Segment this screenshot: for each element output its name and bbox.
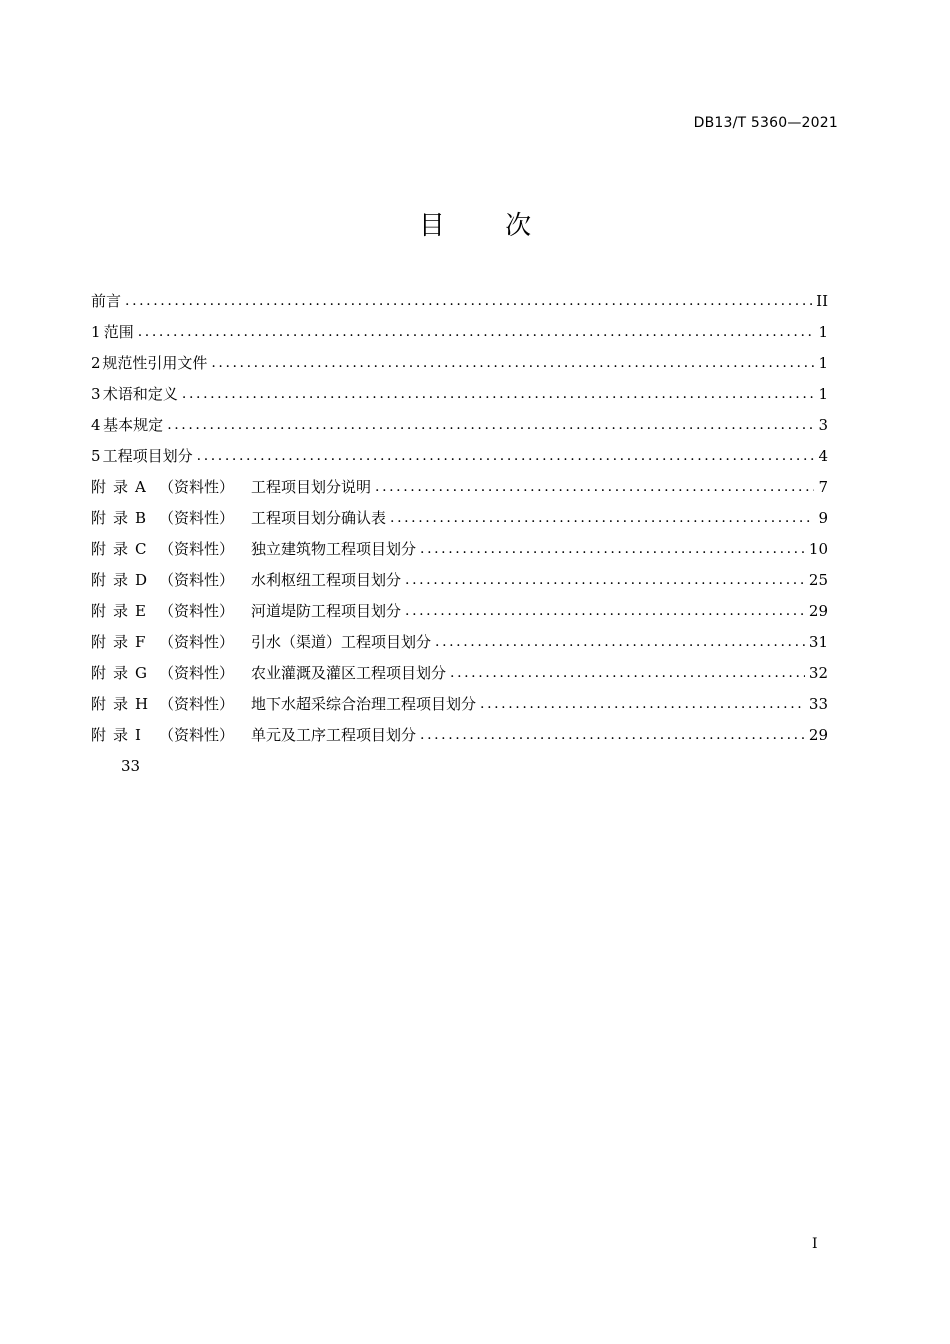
toc-appendix-b[interactable] — [91, 502, 828, 533]
appendix-prefix: 附 录 B （资料性） — [91, 509, 235, 527]
stray-page-number: 33 — [121, 757, 141, 775]
toc-entry-scope[interactable] — [91, 316, 828, 347]
toc-entry-label: 基本规定 — [103, 416, 164, 434]
toc-entry-page: 29 — [808, 725, 828, 744]
toc-entry-page: 32 — [808, 663, 828, 682]
toc-appendix-g[interactable] — [91, 657, 828, 688]
toc-entry-label: 范围 — [103, 323, 134, 341]
toc-entry-page: 10 — [808, 539, 828, 558]
toc-entry-number: 5 — [91, 446, 101, 465]
toc-entry-label: 工程项目划分 — [102, 447, 193, 465]
toc-entry-page: 1 — [818, 322, 828, 341]
toc-entry-label: 地下水超采综合治理工程项目划分 — [251, 695, 477, 713]
toc-appendix-d[interactable] — [91, 564, 828, 595]
toc-appendix-h[interactable] — [91, 688, 828, 719]
toc-leader-dots — [420, 727, 805, 743]
appendix-prefix: 附 录 H （资料性） — [91, 695, 235, 713]
toc-entry-page: 1 — [818, 384, 828, 403]
appendix-prefix: 附 录 A （资料性） — [91, 478, 235, 496]
toc-leader-dots — [450, 665, 805, 681]
toc-appendix-c[interactable] — [91, 533, 828, 564]
toc-entry-page: 9 — [818, 508, 828, 527]
toc-leader-dots — [420, 541, 805, 557]
toc-appendix-e[interactable] — [91, 595, 828, 626]
appendix-prefix: 附 录 G （资料性） — [91, 664, 235, 682]
page-number: I — [812, 1236, 818, 1252]
toc-entry-page: 29 — [808, 601, 828, 620]
toc-entry-label: 术语和定义 — [102, 385, 178, 403]
toc-leader-dots — [390, 510, 814, 526]
toc-entry-label: 农业灌溉及灌区工程项目划分 — [251, 664, 447, 682]
toc-entry-basic-provisions[interactable] — [91, 409, 828, 440]
toc-leader-dots — [435, 634, 805, 650]
toc-leader-dots — [405, 572, 805, 588]
toc-leader-dots — [197, 448, 815, 464]
toc-entry-label: 河道堤防工程项目划分 — [251, 602, 402, 620]
toc-entry-page: 31 — [808, 632, 828, 651]
toc-leader-dots — [138, 324, 815, 340]
toc-entry-label: 引水（渠道）工程项目划分 — [251, 633, 432, 651]
toc-entry-label: 前言 — [91, 292, 122, 310]
toc-entry-page: II — [816, 291, 828, 310]
toc-entry-terms-definitions[interactable] — [91, 378, 828, 409]
table-of-contents — [91, 285, 828, 750]
toc-entry-page: 3 — [818, 415, 828, 434]
appendix-prefix: 附 录 F （资料性） — [91, 633, 235, 651]
toc-entry-label: 单元及工序工程项目划分 — [251, 726, 417, 744]
toc-entry-foreword[interactable] — [91, 285, 828, 316]
toc-entry-label: 规范性引用文件 — [102, 354, 208, 372]
toc-entry-label: 工程项目划分说明 — [251, 478, 372, 496]
toc-entry-page: 33 — [808, 694, 828, 713]
toc-entry-number: 1 — [91, 322, 101, 341]
toc-entry-page: 4 — [818, 446, 828, 465]
toc-entry-label: 工程项目划分确认表 — [251, 509, 387, 527]
toc-entry-page: 1 — [818, 353, 828, 372]
toc-leader-dots — [182, 386, 815, 402]
toc-appendix-a[interactable] — [91, 471, 828, 502]
toc-leader-dots — [375, 479, 814, 495]
toc-entry-number: 4 — [91, 415, 101, 434]
toc-entry-page: 25 — [808, 570, 828, 589]
appendix-prefix: 附 录 E （资料性） — [91, 602, 235, 620]
toc-entry-number: 2 — [91, 353, 101, 372]
toc-title: 目 次 — [418, 211, 558, 241]
toc-leader-dots — [405, 603, 805, 619]
toc-entry-label: 独立建筑物工程项目划分 — [251, 540, 417, 558]
appendix-prefix: 附 录 C （资料性） — [91, 540, 235, 558]
toc-appendix-f[interactable] — [91, 626, 828, 657]
toc-leader-dots — [211, 355, 814, 371]
toc-leader-dots — [480, 696, 805, 712]
toc-leader-dots — [125, 293, 812, 309]
document-code: DB13/T 5360—2021 — [693, 115, 838, 131]
toc-entry-normative-references[interactable] — [91, 347, 828, 378]
toc-entry-number: 3 — [91, 384, 101, 403]
toc-leader-dots — [167, 417, 814, 433]
appendix-prefix: 附 录 D （资料性） — [91, 571, 235, 589]
toc-entry-project-division[interactable] — [91, 440, 828, 471]
toc-entry-label: 水利枢纽工程项目划分 — [251, 571, 402, 589]
toc-appendix-i[interactable] — [91, 719, 828, 750]
appendix-prefix: 附 录 I （资料性） — [91, 726, 235, 744]
toc-entry-page: 7 — [818, 477, 828, 496]
